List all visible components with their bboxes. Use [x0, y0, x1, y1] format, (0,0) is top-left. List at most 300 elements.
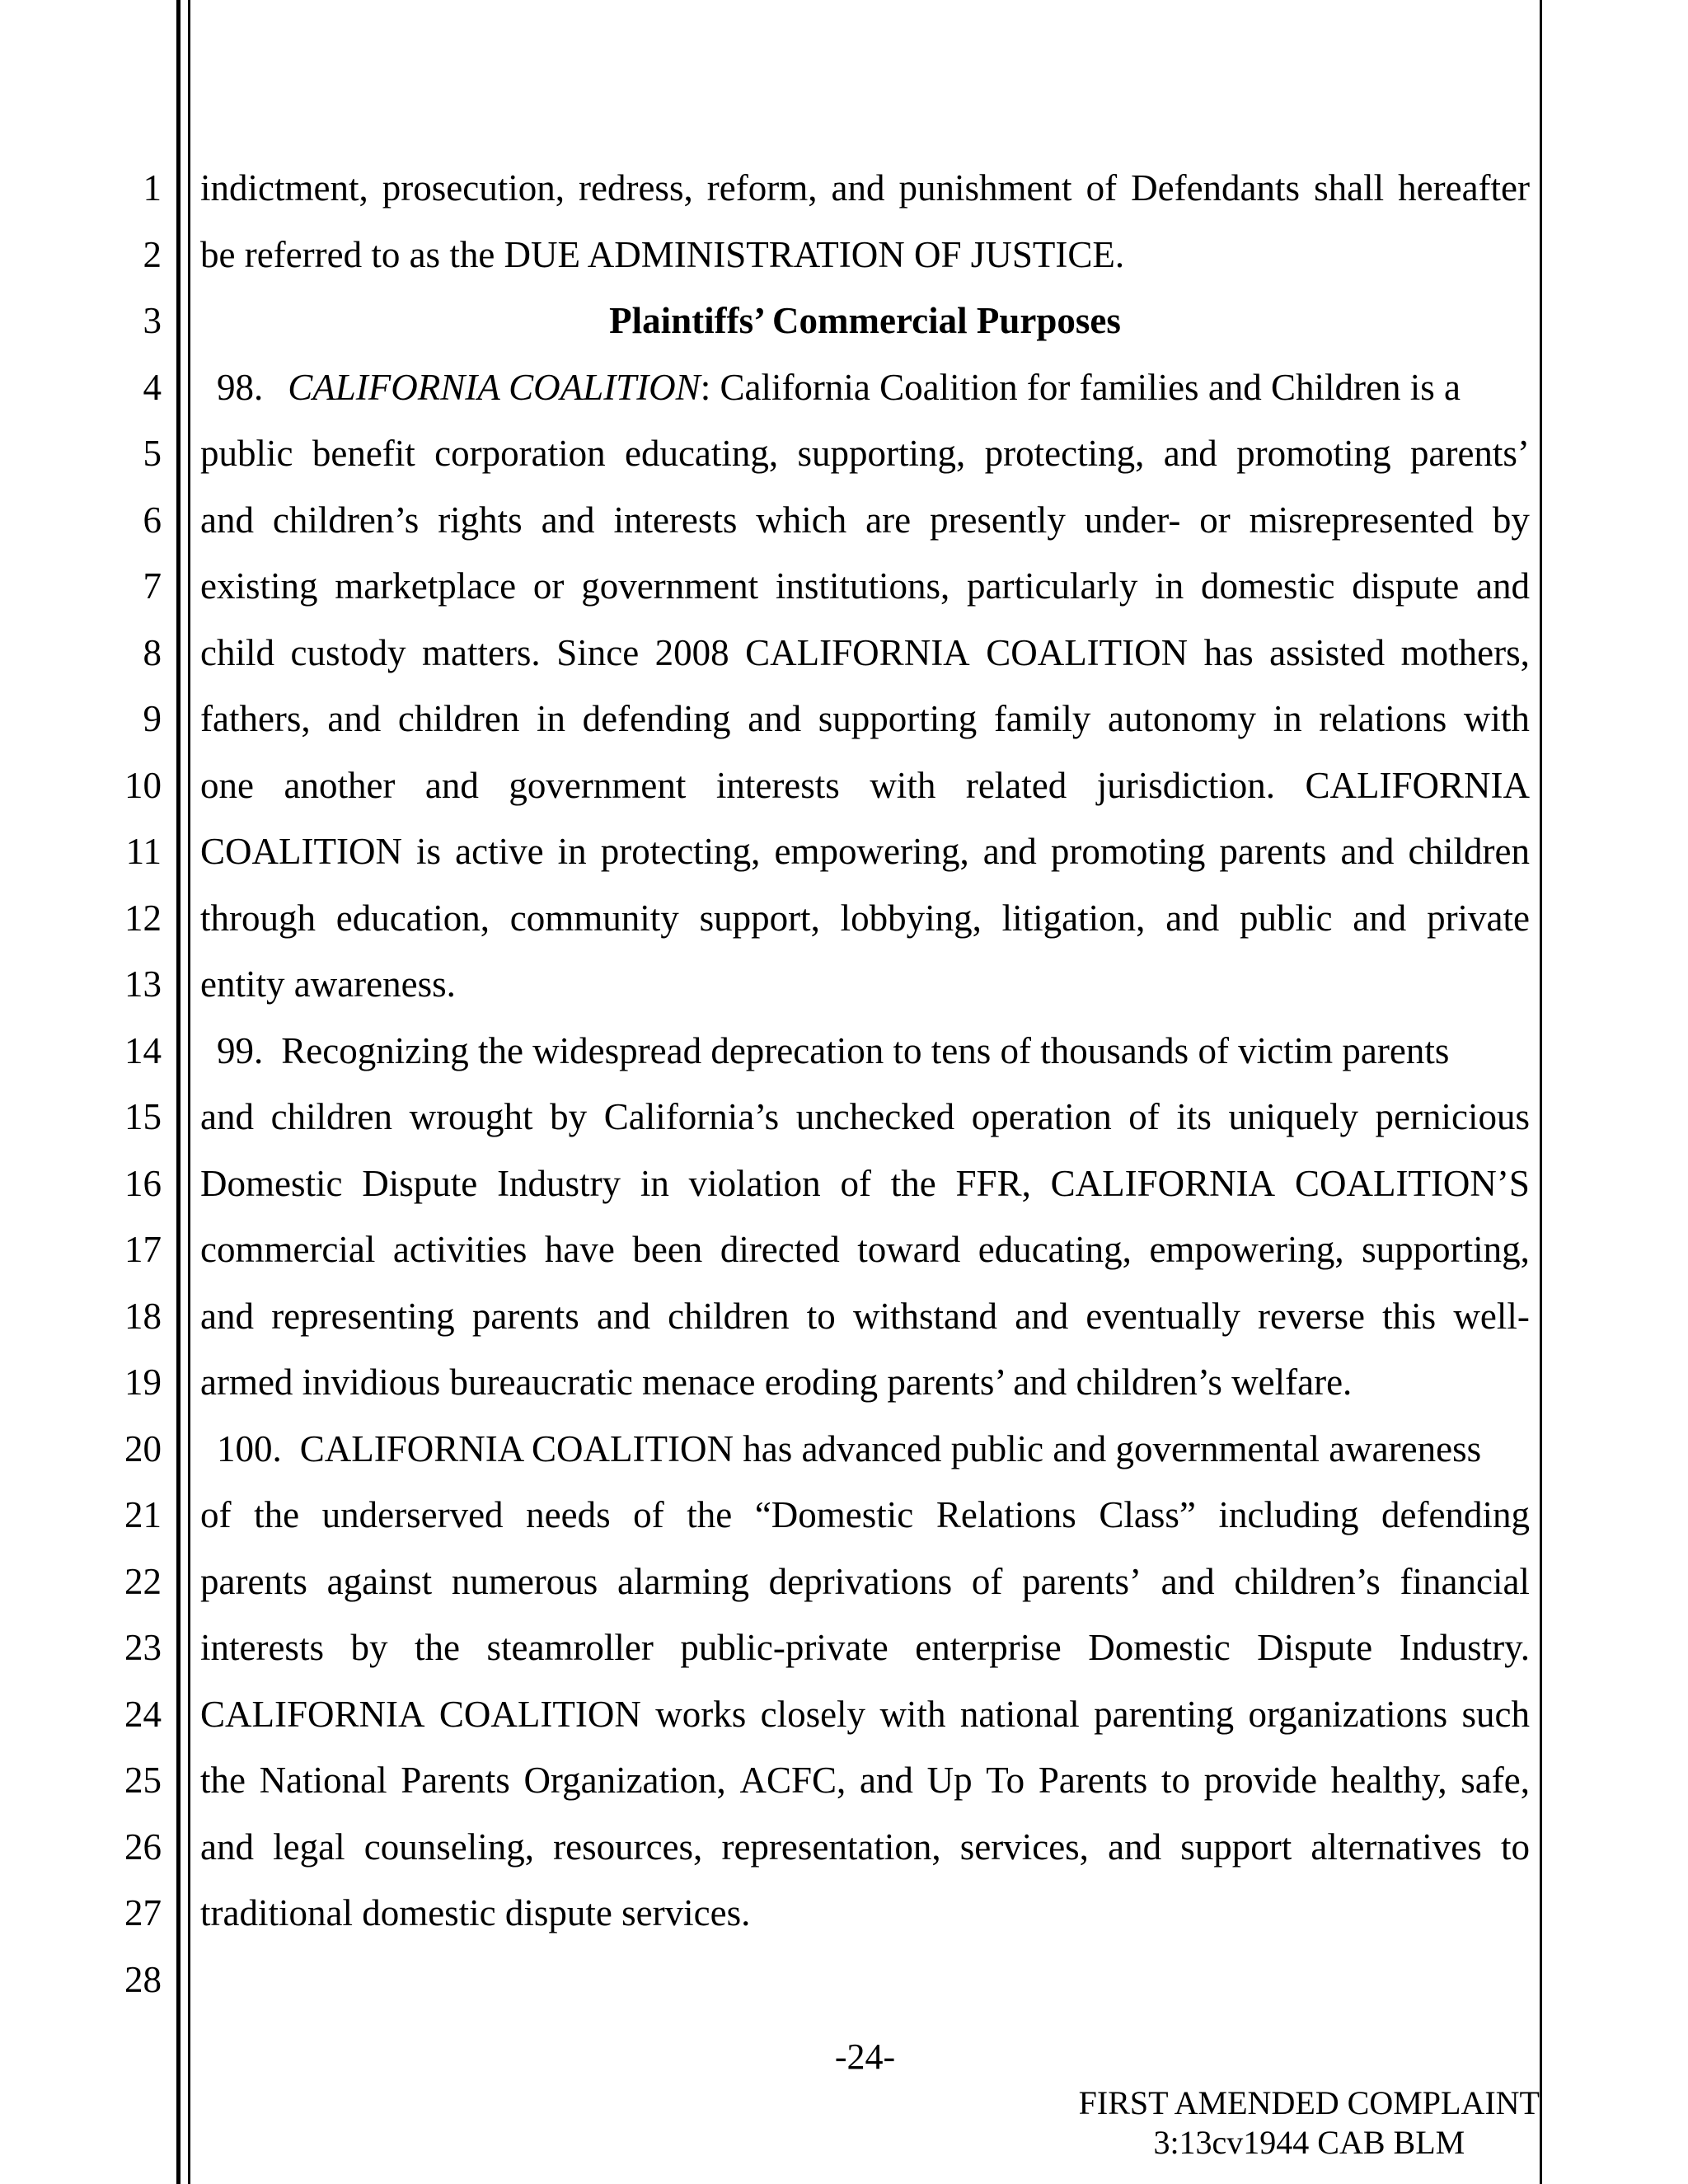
word: defending — [582, 698, 731, 739]
word: children — [668, 1295, 790, 1337]
line-number: 21 — [124, 1494, 162, 1535]
word: children’s — [272, 499, 420, 541]
line-row — [0, 1018, 1688, 1085]
word: protecting, — [984, 433, 1145, 474]
paragraph-marker: 99. — [217, 1029, 264, 1071]
word: services, — [959, 1825, 1089, 1868]
word: and — [541, 499, 595, 541]
word: hereafter — [1398, 167, 1530, 209]
word: misrepresented — [1249, 499, 1474, 541]
line-number: 18 — [124, 1295, 162, 1337]
line-number: 24 — [124, 1693, 162, 1735]
line-number: 15 — [124, 1096, 162, 1137]
word: steamroller — [486, 1627, 654, 1668]
word: reverse — [1258, 1295, 1365, 1337]
word: in — [557, 831, 587, 872]
word: presently — [929, 499, 1066, 541]
line-row — [0, 1615, 1688, 1681]
line-number: 7 — [143, 565, 162, 607]
justified-line — [200, 885, 1530, 952]
line-number: 22 — [124, 1560, 162, 1602]
word: CALIFORNIA — [1050, 1162, 1276, 1204]
word: custody — [290, 631, 406, 673]
line-text — [200, 1615, 1530, 1681]
paragraph-text: : California Coalition for families and Children is a — [700, 366, 1461, 408]
footer-title: FIRST AMENDED COMPLAINT — [1078, 2084, 1540, 2121]
line-number: 25 — [124, 1760, 162, 1801]
word: which — [756, 499, 847, 541]
paragraph-italic-lead: CALIFORNIA COALITION — [288, 366, 701, 408]
line-text — [200, 1549, 1530, 1615]
line-number: 20 — [124, 1427, 162, 1469]
justified-line — [200, 420, 1530, 487]
word: empowering, — [1149, 1229, 1344, 1270]
word: and — [1476, 565, 1530, 607]
line-number: 12 — [124, 897, 162, 939]
word: educating, — [624, 433, 779, 474]
word: and — [1165, 897, 1220, 939]
word: or — [532, 565, 565, 607]
word: To — [986, 1760, 1025, 1801]
line-text — [200, 222, 1530, 288]
word: fathers, — [200, 698, 311, 739]
line-number: 5 — [143, 433, 162, 474]
word: children — [270, 1096, 392, 1137]
word: well- — [1453, 1295, 1530, 1337]
word: its — [1176, 1096, 1212, 1137]
word: parents’ — [1022, 1560, 1142, 1602]
line-row — [0, 420, 1688, 487]
word: with — [870, 764, 936, 806]
justified-line — [200, 1216, 1530, 1283]
word: public — [200, 433, 293, 474]
word: and — [200, 499, 254, 541]
line-text — [200, 620, 1530, 687]
word: COALITION — [438, 1693, 641, 1735]
word: been — [632, 1229, 703, 1270]
word: have — [544, 1229, 615, 1270]
line-number: 2 — [143, 233, 162, 275]
word: representation, — [721, 1825, 941, 1868]
word: parenting — [1094, 1693, 1235, 1735]
word: supporting, — [797, 433, 966, 474]
word: autonomy — [1108, 698, 1257, 739]
word: litigation, — [1001, 897, 1146, 939]
word: educating, — [978, 1229, 1132, 1270]
word: Up — [926, 1760, 973, 1801]
word: of — [971, 1560, 1003, 1602]
word: lobbying, — [840, 897, 982, 939]
word: Domestic — [1088, 1627, 1231, 1668]
justified-line — [200, 1151, 1530, 1217]
numbered-line-grid — [0, 155, 1688, 2013]
line-row — [0, 620, 1688, 687]
word: and — [831, 167, 885, 209]
word: with — [1463, 698, 1530, 739]
paragraph-marker: 98. — [217, 366, 264, 408]
line-text — [200, 553, 1530, 620]
word: the — [254, 1494, 300, 1535]
paragraph-text: Recognizing the widespread deprecation to tens of thousands of victim parents — [281, 1029, 1450, 1071]
word: interests — [200, 1627, 324, 1668]
line-text — [200, 1151, 1530, 1217]
word: and — [859, 1760, 913, 1801]
word: related — [965, 764, 1067, 806]
word: violation — [688, 1162, 821, 1204]
line-row — [0, 1947, 1688, 2013]
line-number: 13 — [124, 963, 162, 1005]
word: activities — [392, 1229, 528, 1270]
word: promoting — [1236, 433, 1391, 474]
word: and — [1015, 1295, 1069, 1337]
justified-line — [200, 487, 1530, 554]
word: by — [1492, 499, 1530, 541]
line-row — [0, 1747, 1688, 1814]
word: of — [633, 1494, 664, 1535]
word: and — [200, 1096, 254, 1137]
line-number: 9 — [143, 698, 162, 739]
word: legal — [273, 1825, 345, 1868]
word: numerous — [451, 1560, 598, 1602]
paragraph-text: entity awareness. — [200, 963, 456, 1005]
word: pernicious — [1375, 1096, 1530, 1137]
word: relations — [1319, 698, 1447, 739]
word: particularly — [967, 565, 1138, 607]
line-text — [200, 752, 1530, 819]
paragraph-text: traditional domestic dispute services. — [200, 1892, 751, 1933]
word: provide — [1203, 1760, 1318, 1801]
line-number: 14 — [124, 1029, 162, 1071]
paragraph-text: CALIFORNIA COALITION has advanced public and governmental awareness — [299, 1427, 1482, 1469]
word: of — [1085, 167, 1118, 209]
word: protecting, — [600, 831, 761, 872]
word: directed — [720, 1229, 840, 1270]
line-row — [0, 487, 1688, 554]
line-text — [200, 420, 1530, 487]
word: this — [1382, 1295, 1437, 1337]
word: CALIFORNIA — [1305, 764, 1530, 806]
line-row — [0, 1416, 1688, 1483]
paragraph-text: be referred to as the DUE ADMINISTRATION OF JUSTICE. — [200, 233, 1125, 275]
word: parents — [471, 1295, 579, 1337]
line-text — [200, 951, 1530, 1018]
word: are — [865, 499, 912, 541]
line-text — [200, 885, 1530, 952]
line-row — [0, 1084, 1688, 1151]
word: children’s — [1234, 1560, 1381, 1602]
line-number: 6 — [143, 499, 162, 541]
word: of — [200, 1494, 232, 1535]
line-number: 17 — [124, 1229, 162, 1270]
word: defending — [1381, 1494, 1530, 1535]
line-text — [200, 1216, 1530, 1283]
word: organizations — [1248, 1693, 1448, 1735]
word: government — [509, 764, 687, 806]
justified-line — [200, 1814, 1530, 1881]
word: and — [1108, 1825, 1162, 1868]
word: financial — [1400, 1560, 1530, 1602]
justified-line — [200, 686, 1530, 752]
word: in — [536, 698, 565, 739]
justified-line — [200, 553, 1530, 620]
paragraph-text: armed invidious bureaucratic menace eroding parents’ and children’s welfare. — [200, 1361, 1353, 1403]
word: public-private — [680, 1627, 889, 1668]
line-text — [200, 1482, 1530, 1549]
word: through — [200, 897, 316, 939]
word: to — [1500, 1825, 1530, 1868]
word: mothers, — [1400, 631, 1530, 673]
line-text — [200, 1814, 1530, 1881]
word: community — [509, 897, 679, 939]
word: supporting — [818, 698, 978, 739]
word: one — [200, 764, 254, 806]
line-number: 4 — [143, 366, 162, 408]
line-text — [200, 686, 1530, 752]
word: shall — [1314, 167, 1385, 209]
justified-line — [200, 818, 1530, 885]
justified-line — [200, 155, 1530, 222]
word: active — [455, 831, 544, 872]
word: the — [414, 1627, 460, 1668]
word: “Domestic — [754, 1494, 914, 1535]
word: and — [1160, 1560, 1215, 1602]
line-row — [0, 1216, 1688, 1283]
paragraph-marker: 100. — [217, 1427, 282, 1469]
word: Dispute — [1257, 1627, 1373, 1668]
word: Since — [556, 631, 640, 673]
line-text — [200, 1880, 1530, 1947]
line-text — [200, 1283, 1530, 1350]
line-text — [200, 1416, 1530, 1483]
word: promoting — [1050, 831, 1206, 872]
line-number: 27 — [124, 1892, 162, 1933]
word: Industry — [497, 1162, 621, 1204]
word: to — [806, 1295, 836, 1337]
word: including — [1218, 1494, 1359, 1535]
word: prosecution, — [382, 167, 565, 209]
line-row — [0, 1283, 1688, 1350]
line-number: 16 — [124, 1162, 162, 1204]
word: or — [1199, 499, 1231, 541]
word: alarming — [617, 1560, 749, 1602]
word: and — [200, 1295, 254, 1337]
word: deprivations — [768, 1560, 953, 1602]
word: Dispute — [362, 1162, 478, 1204]
word: has — [1203, 631, 1254, 673]
word: of — [1128, 1096, 1160, 1137]
justified-line — [200, 1681, 1530, 1748]
justified-line — [200, 1084, 1530, 1151]
justified-line — [200, 620, 1530, 687]
word: of — [840, 1162, 871, 1204]
line-row — [0, 1151, 1688, 1217]
line-text — [200, 487, 1530, 554]
word: corporation — [434, 433, 606, 474]
word: safe, — [1461, 1760, 1530, 1801]
word: enterprise — [915, 1627, 1062, 1668]
justified-line — [200, 752, 1530, 819]
word: eventually — [1085, 1295, 1240, 1337]
word: the — [200, 1760, 246, 1801]
word: alternatives — [1311, 1825, 1482, 1868]
word: 2008 — [654, 631, 729, 673]
word: and — [1340, 831, 1395, 872]
line-text — [200, 1018, 1530, 1085]
word: reform, — [706, 167, 818, 209]
word: toward — [857, 1229, 961, 1270]
word: operation — [971, 1096, 1112, 1137]
word: FFR, — [955, 1162, 1031, 1204]
word: support — [1180, 1825, 1292, 1868]
word: child — [200, 631, 274, 673]
word: commercial — [200, 1229, 376, 1270]
line-text — [200, 1681, 1530, 1748]
word: and — [1353, 897, 1407, 939]
line-row — [0, 1814, 1688, 1881]
line-row — [0, 288, 1688, 354]
line-text — [200, 1747, 1530, 1814]
word: and — [982, 831, 1037, 872]
word: under- — [1084, 499, 1181, 541]
line-text — [200, 1947, 1530, 2013]
word: such — [1461, 1693, 1530, 1735]
word: ACFC, — [739, 1760, 846, 1801]
word: children — [1408, 831, 1530, 872]
word: National — [259, 1760, 387, 1801]
word: in — [640, 1162, 669, 1204]
line-text — [200, 1349, 1530, 1416]
line-row — [0, 1482, 1688, 1549]
word: empowering, — [774, 831, 969, 872]
line-row — [0, 951, 1688, 1018]
line-row — [0, 1880, 1688, 1947]
word: punishment — [898, 167, 1072, 209]
word: family — [993, 698, 1091, 739]
word: the — [890, 1162, 936, 1204]
line-number: 8 — [143, 631, 162, 673]
line-number: 11 — [125, 831, 162, 872]
word: Parents — [1038, 1760, 1148, 1801]
word: in — [1155, 565, 1184, 607]
justified-line — [200, 1283, 1530, 1350]
word: national — [959, 1693, 1080, 1735]
justified-line — [200, 1747, 1530, 1814]
word: CALIFORNIA — [200, 1693, 425, 1735]
word: resources, — [553, 1825, 703, 1868]
word: private — [1427, 897, 1530, 939]
word: and — [748, 698, 802, 739]
word: in — [1273, 698, 1302, 739]
word: COALITION — [986, 631, 1189, 673]
word: assisted — [1269, 631, 1386, 673]
word: unchecked — [795, 1096, 955, 1137]
word: interests — [715, 764, 840, 806]
line-number: 1 — [143, 167, 162, 209]
line-number: 28 — [124, 1958, 162, 2000]
line-row — [0, 1681, 1688, 1748]
word: Parents — [401, 1760, 510, 1801]
line-row — [0, 1549, 1688, 1615]
word: children — [397, 698, 520, 739]
word: representing — [271, 1295, 455, 1337]
word: and — [327, 698, 382, 739]
word: needs — [526, 1494, 611, 1535]
word: Industry. — [1399, 1627, 1530, 1668]
word: support, — [699, 897, 820, 939]
section-heading: Plaintiffs’ Commercial Purposes — [609, 300, 1121, 341]
line-text — [200, 818, 1530, 885]
justified-line — [200, 1482, 1530, 1549]
word: by — [550, 1096, 588, 1137]
word: institutions, — [775, 565, 950, 607]
line-number: 19 — [124, 1361, 162, 1403]
word: counseling, — [363, 1825, 534, 1868]
word: the — [687, 1494, 733, 1535]
word: and — [424, 764, 479, 806]
word: parents’ — [1409, 433, 1530, 474]
word: Domestic — [200, 1162, 343, 1204]
word: rights — [438, 499, 523, 541]
line-row — [0, 155, 1688, 222]
line-row — [0, 686, 1688, 752]
line-text — [200, 1084, 1530, 1151]
word: jurisdiction. — [1096, 764, 1275, 806]
justified-line — [200, 1615, 1530, 1681]
word: healthy, — [1330, 1760, 1447, 1801]
word: marketplace — [335, 565, 517, 607]
line-row — [0, 885, 1688, 952]
line-row — [0, 553, 1688, 620]
word: withstand — [853, 1295, 998, 1337]
word: against — [326, 1560, 433, 1602]
word: underserved — [321, 1494, 504, 1535]
word: supporting, — [1362, 1229, 1530, 1270]
word: CALIFORNIA — [745, 631, 970, 673]
line-row — [0, 752, 1688, 819]
word: to — [1160, 1760, 1190, 1801]
document-footer — [1079, 2083, 1540, 2163]
word: dispute — [1352, 565, 1460, 607]
word: with — [879, 1693, 946, 1735]
word: another — [284, 764, 396, 806]
word: interests — [613, 499, 738, 541]
word: and — [596, 1295, 650, 1337]
word: COALITION’S — [1294, 1162, 1530, 1204]
line-text — [200, 288, 1530, 354]
word: matters. — [421, 631, 541, 673]
footer-case-number: 3:13cv1944 CAB BLM — [1153, 2124, 1465, 2161]
word: domestic — [1200, 565, 1335, 607]
word: is — [416, 831, 442, 872]
word: indictment, — [200, 167, 368, 209]
word: Organization, — [523, 1760, 726, 1801]
word: COALITION — [200, 831, 402, 872]
word: uniquely — [1228, 1096, 1358, 1137]
line-number: 3 — [143, 300, 162, 341]
word: redress, — [579, 167, 693, 209]
line-row — [0, 1349, 1688, 1416]
line-row — [0, 818, 1688, 885]
word: parents — [1219, 831, 1327, 872]
page-number: -24- — [834, 2036, 896, 2077]
word: by — [350, 1627, 388, 1668]
line-row — [0, 222, 1688, 288]
word: benefit — [312, 433, 415, 474]
line-number: 10 — [124, 764, 162, 806]
line-text — [200, 155, 1530, 222]
word: public — [1240, 897, 1333, 939]
word: Relations — [935, 1494, 1076, 1535]
